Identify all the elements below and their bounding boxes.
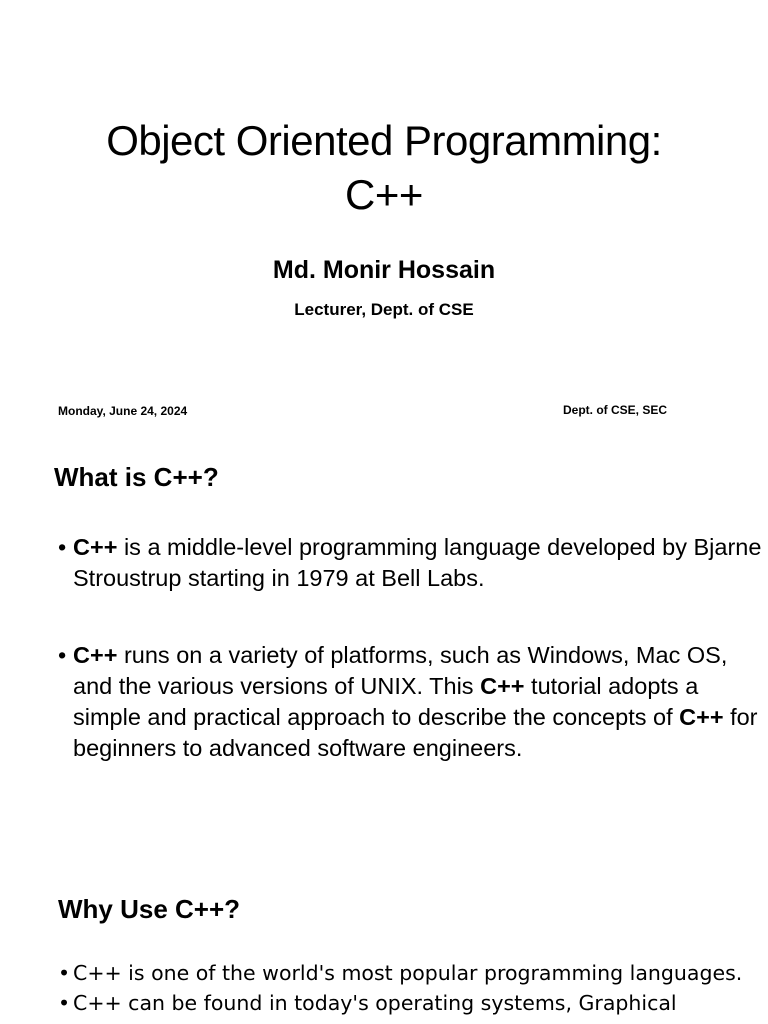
bullet-item	[58, 640, 762, 764]
bullet-text: tutorial adopts a simple and practical approach to describe the concepts of	[73, 673, 699, 730]
title-line-2: C++	[345, 171, 423, 218]
title-line-1: Object Oriented Programming:	[106, 117, 662, 164]
section-heading-why-use: Why Use C++?	[58, 894, 241, 924]
bullet-text: runs on a variety of platforms, such as Windows, Mac OS, and the various versions of UNIX. This	[73, 642, 728, 699]
bullet-text: for beginners to advanced software engineers.	[73, 704, 758, 761]
what-is-bullet-list	[58, 532, 762, 810]
bullet-item: • C++ can be found in today's operating systems, Graphical	[58, 992, 762, 1014]
author-role: Lecturer, Dept. of CSE	[294, 300, 474, 319]
bullet-item: • C++ is one of the world's most popular programming languages.	[58, 962, 762, 984]
why-use-bullet-list	[58, 962, 762, 1022]
author-name: Md. Monir Hossain	[272, 256, 496, 284]
bold-term: C++	[679, 704, 724, 730]
bullet-item	[58, 532, 762, 594]
slide-title	[0, 114, 768, 222]
section-heading-what-is: What is C++?	[54, 462, 219, 492]
bold-term: C++	[480, 673, 525, 699]
bold-term: C++	[73, 534, 118, 560]
bold-term: C++	[73, 642, 118, 668]
bullet-text: is a middle-level programming language developed by Bjarne Stroustrup starting in 1979 at Bell Labs.	[73, 534, 762, 591]
footer-dept: Dept. of CSE, SEC	[563, 403, 668, 417]
footer-date: Monday, June 24, 2024	[58, 404, 188, 418]
